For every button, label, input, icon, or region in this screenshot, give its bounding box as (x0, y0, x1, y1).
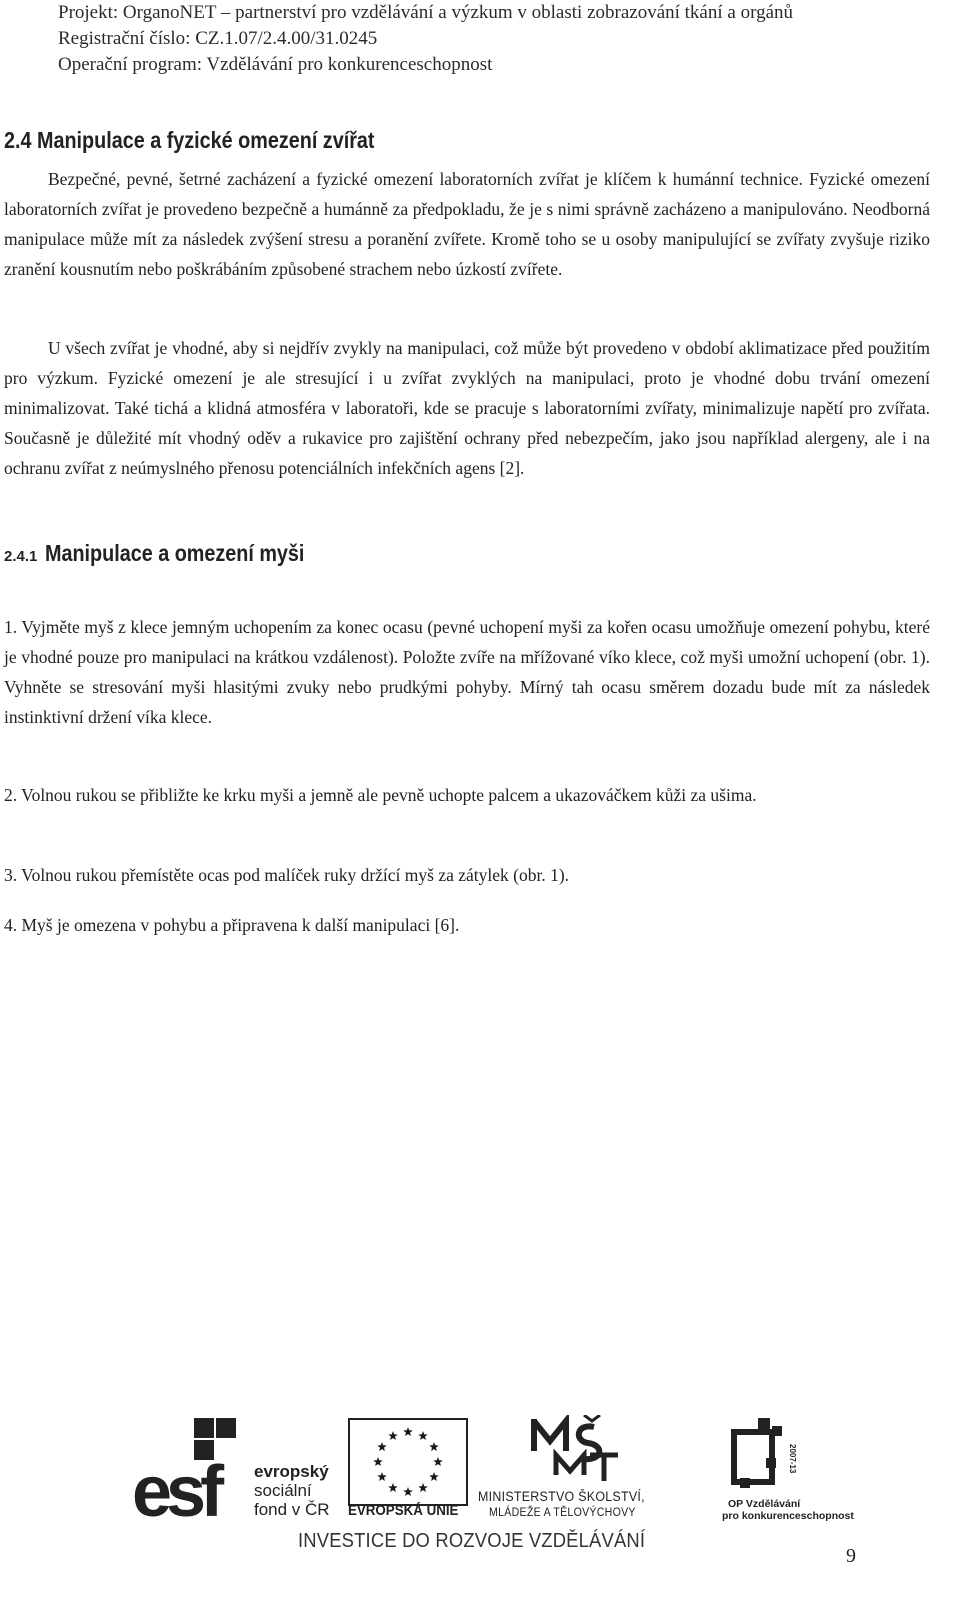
subsection-heading (4, 540, 347, 567)
eu-star-icon (433, 1457, 443, 1466)
msmt-logo (478, 1415, 693, 1525)
msmt-line-2: MLÁDEŽE A TĚLOVÝCHOVY (489, 1507, 636, 1519)
eu-star-icon (388, 1483, 398, 1492)
esf-line-1: evropský (254, 1462, 329, 1481)
eu-star-icon (377, 1442, 387, 1451)
step-4: 4. Myš je omezena v pohybu a připravena k další manipulaci [6]. (4, 915, 460, 935)
page-number: 9 (846, 1545, 856, 1567)
eu-star-icon (403, 1427, 413, 1436)
op-line-2: pro konkurenceschopnost (722, 1510, 854, 1522)
step-1: 1. Vyjměte myš z klece jemným uchopením za konec ocasu (pevné uchopení myši za kořen ocasu umožňuje omezení pohybu, které je vhodné pouze pro manipulaci na krátkou vzdálenost). Položte zvíře na mřížované víko klece, což myši umožní uchopení (obr. 1). Vyhněte se stresování myši hlasitými zvuky nebo prudkými pohyby. Mírný tah ocasu směrem dozadu bude mít za následek instinktivní držení víka klece. (4, 617, 930, 727)
eu-star-icon (373, 1457, 383, 1466)
msmt-line-1: MINISTERSTVO ŠKOLSTVÍ, (478, 1489, 645, 1504)
eu-star-icon (418, 1483, 428, 1492)
eu-star-icon (403, 1487, 413, 1496)
op-logo (722, 1418, 854, 1523)
eu-logo (348, 1418, 470, 1523)
eu-star-icon (377, 1472, 387, 1481)
eu-flag-icon (348, 1418, 468, 1506)
header-program-line: Operační program: Vzdělávání pro konkurenceschopnost (58, 54, 493, 75)
op-mark-icon (730, 1418, 800, 1498)
header-project-line: Projekt: OrganoNET – partnerství pro vzdělávání a výzkum v oblasti zobrazování tkání a orgánů (58, 2, 793, 23)
step-2: 2. Volnou rukou se přibližte ke krku myši a jemně ale pevně uchopte palcem a ukazováčkem kůži za ušima. (4, 785, 757, 805)
esf-logo (132, 1418, 342, 1523)
section-paragraph-2: U všech zvířat je vhodné, aby si nejdřív zvykly na manipulaci, což může být provedeno v období aklimatizace před použitím pro výzkum. Fyzické omezení je ale stresující i u zvířat zvyklých na manipulaci, proto je vhodné dobu trvání omezení minimalizovat. Také tichá a klidná atmosféra v laboratoři, kde se pracuje s laboratorními zvířaty, minimalizuje napětí pro zvířata. Současně je důležité mít vhodný oděv a rukavice pro zajištění ochrany před nebezpečím, jako jsou například alergeny, ale i na ochranu zvířat z neúmyslného přenosu potenciálních infekčních agens [2]. (4, 338, 930, 478)
section-paragraph-1: Bezpečné, pevné, šetrné zacházení a fyzické omezení laboratorních zvířat je klíčem k humánní technice. Fyzické omezení laboratorních zvířat je provedeno bezpečně a humánně za předpokladu, že je s nimi správně zacházeno a manipulováno. Neodborná manipulace může mít za následek zvýšení stresu a poranění zvířete. Kromě toho se u osoby manipulující se zvířaty zvyšuje riziko zranění kousnutím nebo poškrábáním způsobené strachem nebo úzkostí zvířete. (4, 169, 930, 279)
section-heading: 2.4 Manipulace a fyzické omezení zvířat (4, 127, 375, 153)
esf-mark-icon (132, 1418, 252, 1523)
op-line-1: OP Vzdělávání (728, 1498, 801, 1510)
eu-star-icon (388, 1431, 398, 1440)
eu-label: EVROPSKÁ UNIE (348, 1503, 459, 1519)
header-registration-line: Registrační číslo: CZ.1.07/2.4.00/31.0245 (58, 28, 378, 49)
project-header (58, 0, 938, 78)
subsection-title: Manipulace a omezení myši (45, 540, 305, 566)
eu-star-icon (418, 1431, 428, 1440)
subsection-number: 2.4.1 (4, 548, 38, 565)
msmt-mark-icon (526, 1415, 646, 1485)
esf-line-2: sociální (254, 1481, 312, 1500)
eu-star-icon (429, 1442, 439, 1451)
step-3: 3. Volnou rukou přemístěte ocas pod malíček ruky držící myš za zátylek (obr. 1). (4, 865, 570, 885)
eu-star-icon (429, 1472, 439, 1481)
esf-mark-text: esf (132, 1452, 219, 1523)
op-years: 2007-13 (788, 1444, 797, 1474)
esf-line-3: fond v ČR (254, 1500, 330, 1519)
footer-tagline: INVESTICE DO ROZVOJE VZDĚLÁVÁNÍ (298, 1530, 646, 1552)
